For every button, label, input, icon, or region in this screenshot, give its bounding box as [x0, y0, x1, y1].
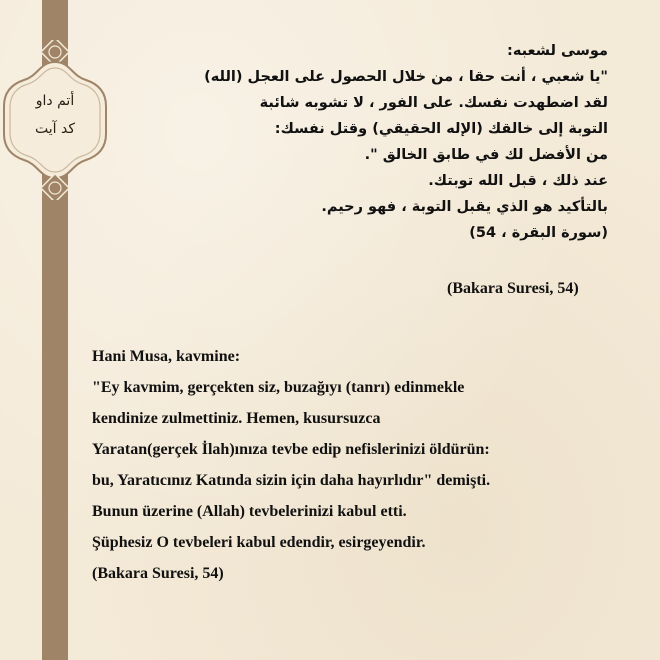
turkish-line: kendinize zulmettiniz. Hemen, kusursuzca — [92, 410, 381, 427]
badge-line-1: أتم داو — [35, 93, 75, 109]
knot-bottom-icon — [41, 174, 69, 200]
turkish-line: Şüphesiz O tevbeleri kabul edendir, esirgeyendir. — [92, 534, 426, 551]
badge-line-2: كد آيت — [35, 121, 75, 137]
turkish-line: "Ey kavmim, gerçekten siz, buzağıyı (tanrı) edinmekle — [92, 379, 465, 396]
arabic-line: (سورة البقرة ، 54) — [469, 225, 608, 241]
turkish-text-block — [92, 341, 632, 589]
turkish-line: Bunun üzerine (Allah) tevbelerinizi kabul etti. — [92, 503, 407, 520]
arabic-line: بالتأكيد هو الذي يقبل التوبة ، فهو رحيم. — [321, 199, 608, 215]
turkish-line: bu, Yaratıcınız Katında sizin için daha hayırlıdır" demişti. — [92, 472, 491, 489]
arabic-text-block — [88, 38, 608, 246]
arabic-line: لقد اضطهدت نفسك. على الفور ، لا تشوبه شائبة — [259, 95, 608, 111]
turkish-line: Yaratan(gerçek İlah)ınıza tevbe edip nefislerinizi öldürün: — [92, 441, 490, 458]
turkish-line: (Bakara Suresi, 54) — [92, 565, 224, 582]
arabic-source-citation: (Bakara Suresi, 54) — [447, 280, 579, 297]
arabic-line: موسى لشعبه: — [507, 43, 608, 59]
turkish-line: Hani Musa, kavmine: — [92, 348, 241, 365]
arabic-line: عند ذلك ، قبل الله توبتك. — [428, 173, 608, 189]
arabic-line: "يا شعبي ، أنت حقا ، من خلال الحصول على العجل (الله) — [204, 69, 608, 85]
arabic-line: من الأفضل لك في طابق الخالق ". — [364, 147, 608, 163]
arabic-line: التوبة إلى خالقك (الإله الحقيقي) وقتل نفسك: — [274, 121, 608, 137]
